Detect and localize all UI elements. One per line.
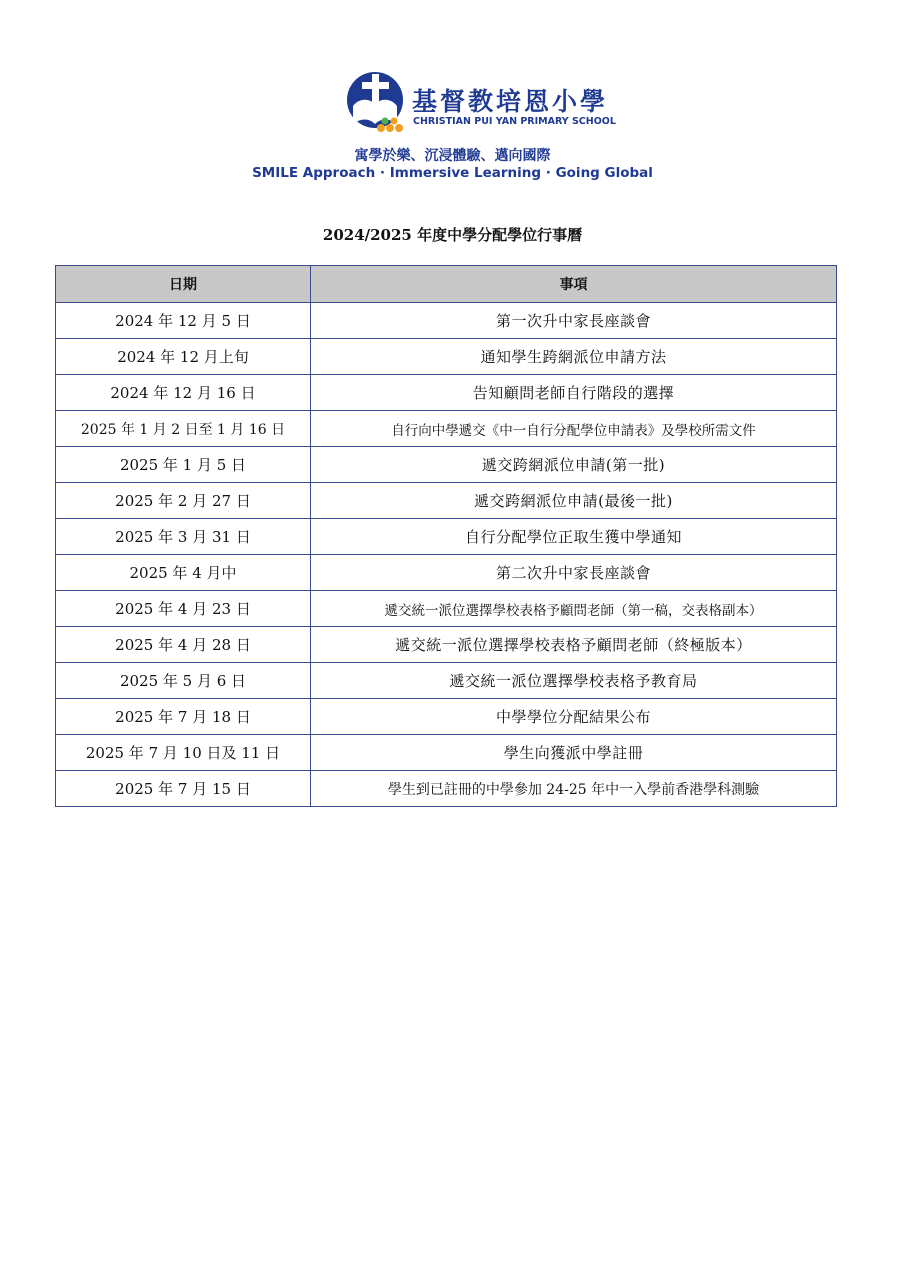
row-item: 學生到已註冊的中學參加 24-25 年中一入學前香港學科測驗 <box>311 771 837 807</box>
row-item: 第一次升中家長座談會 <box>311 303 837 339</box>
school-motto-en: SMILE Approach · Immersive Learning · Going Global <box>252 165 653 181</box>
school-logo-group <box>345 68 615 142</box>
document-title: 2024/2025 年度中學分配學位行事曆 <box>322 226 583 244</box>
row-item: 中學學位分配結果公布 <box>311 699 837 735</box>
row-item: 自行向中學遞交《中一自行分配學位申請表》及學校所需文件 <box>311 411 837 447</box>
row-date: 2025 年 7 月 10 日及 11 日 <box>56 735 311 771</box>
row-item: 遞交跨網派位申請(最後一批) <box>311 483 837 519</box>
schedule-table <box>55 265 837 807</box>
row-date: 2025 年 3 月 31 日 <box>56 519 311 555</box>
table-row <box>56 627 837 663</box>
row-item: 自行分配學位正取生獲中學通知 <box>311 519 837 555</box>
row-date: 2024 年 12 月上旬 <box>56 339 311 375</box>
row-date: 2025 年 1 月 5 日 <box>56 447 311 483</box>
school-logo-icon <box>345 68 409 138</box>
row-item: 遞交統一派位選擇學校表格予顧問老師（終極版本） <box>311 627 837 663</box>
row-date: 2025 年 2 月 27 日 <box>56 483 311 519</box>
table-row <box>56 735 837 771</box>
row-item: 通知學生跨網派位申請方法 <box>311 339 837 375</box>
table-row <box>56 519 837 555</box>
school-name-zh: 基督教培恩小學 <box>412 87 609 116</box>
school-name-en: CHRISTIAN PUI YAN PRIMARY SCHOOL <box>413 116 616 127</box>
row-date: 2025 年 4 月 23 日 <box>56 591 311 627</box>
row-date: 2025 年 4 月中 <box>56 555 311 591</box>
table-row <box>56 375 837 411</box>
row-item: 遞交統一派位選擇學校表格予教育局 <box>311 663 837 699</box>
row-date: 2025 年 1 月 2 日至 1 月 16 日 <box>56 411 311 447</box>
table-header-row <box>56 266 837 303</box>
table-row <box>56 303 837 339</box>
table-row <box>56 555 837 591</box>
table-row <box>56 447 837 483</box>
row-item: 學生向獲派中學註冊 <box>311 735 837 771</box>
table-row <box>56 663 837 699</box>
row-date: 2025 年 7 月 18 日 <box>56 699 311 735</box>
table-row <box>56 771 837 807</box>
table-row <box>56 339 837 375</box>
table-row <box>56 483 837 519</box>
row-item: 告知顧問老師自行階段的選擇 <box>311 375 837 411</box>
table-row <box>56 411 837 447</box>
row-item: 遞交跨網派位申請(第一批) <box>311 447 837 483</box>
row-date: 2025 年 5 月 6 日 <box>56 663 311 699</box>
row-date: 2025 年 4 月 28 日 <box>56 627 311 663</box>
column-header-date: 日期 <box>56 266 311 303</box>
row-date: 2024 年 12 月 16 日 <box>56 375 311 411</box>
row-date: 2024 年 12 月 5 日 <box>56 303 311 339</box>
table-row <box>56 699 837 735</box>
row-item: 第二次升中家長座談會 <box>311 555 837 591</box>
column-header-item: 事項 <box>311 266 837 303</box>
school-motto-zh: 寓學於樂、沉浸體驗、邁向國際 <box>354 148 551 164</box>
table-row <box>56 591 837 627</box>
row-item: 遞交統一派位選擇學校表格予顧問老師（第一稿，交表格副本） <box>311 591 837 627</box>
row-date: 2025 年 7 月 15 日 <box>56 771 311 807</box>
